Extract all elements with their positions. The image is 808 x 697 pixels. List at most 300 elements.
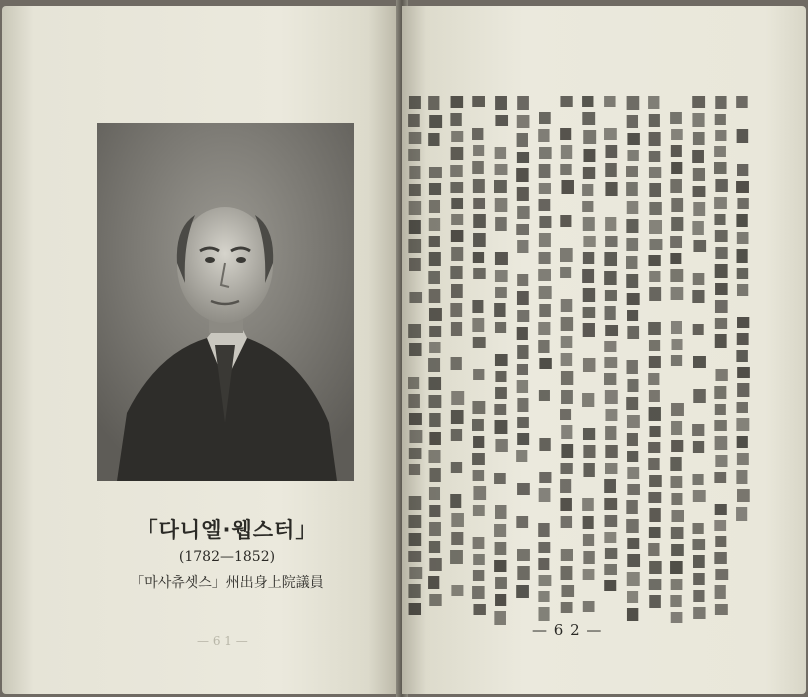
glyph-mark bbox=[561, 180, 573, 194]
glyph-mark bbox=[451, 96, 464, 108]
glyph-mark bbox=[428, 271, 440, 284]
glyph-mark bbox=[582, 201, 593, 212]
glyph-mark bbox=[561, 299, 573, 312]
glyph-mark bbox=[648, 543, 659, 556]
glyph-mark bbox=[538, 269, 551, 281]
glyph-mark bbox=[627, 572, 640, 586]
glyph-mark bbox=[737, 198, 748, 209]
glyph-mark bbox=[560, 409, 571, 420]
glyph-mark bbox=[517, 380, 528, 393]
glyph-mark bbox=[671, 162, 682, 174]
glyph-mark bbox=[693, 202, 705, 216]
glyph-mark bbox=[516, 168, 528, 182]
glyph-mark bbox=[473, 554, 485, 565]
glyph-mark bbox=[539, 472, 551, 483]
glyph-mark bbox=[561, 425, 572, 439]
glyph-mark bbox=[538, 591, 549, 602]
glyph-mark bbox=[428, 576, 439, 589]
glyph-mark bbox=[583, 534, 594, 546]
glyph-mark bbox=[605, 236, 617, 247]
glyph-mark bbox=[472, 161, 484, 174]
glyph-mark bbox=[451, 322, 462, 336]
glyph-mark bbox=[429, 594, 441, 606]
glyph-mark bbox=[715, 179, 727, 192]
glyph-mark bbox=[692, 424, 704, 436]
glyph-mark bbox=[429, 541, 440, 553]
glyph-mark bbox=[429, 522, 441, 536]
portrait-photo bbox=[97, 123, 354, 481]
glyph-mark bbox=[670, 236, 682, 248]
glyph-mark bbox=[671, 612, 683, 623]
glyph-mark bbox=[561, 390, 573, 404]
text-column bbox=[428, 96, 442, 606]
glyph-mark bbox=[561, 371, 573, 385]
glyph-mark bbox=[627, 310, 638, 321]
text-column bbox=[494, 96, 508, 625]
glyph-mark bbox=[495, 439, 507, 452]
glyph-mark bbox=[429, 200, 440, 213]
glyph-mark bbox=[693, 490, 706, 502]
glyph-mark bbox=[649, 114, 660, 127]
glyph-mark bbox=[649, 527, 661, 538]
glyph-mark bbox=[408, 324, 421, 338]
glyph-mark bbox=[693, 555, 705, 568]
glyph-mark bbox=[451, 532, 463, 545]
glyph-mark bbox=[472, 419, 484, 431]
glyph-mark bbox=[538, 607, 549, 621]
glyph-mark bbox=[736, 350, 747, 362]
glyph-mark bbox=[648, 96, 659, 109]
glyph-mark bbox=[605, 325, 618, 336]
text-column bbox=[714, 96, 728, 615]
glyph-mark bbox=[671, 355, 682, 366]
glyph-mark bbox=[451, 429, 462, 441]
glyph-mark bbox=[561, 549, 573, 561]
glyph-mark bbox=[715, 504, 727, 515]
glyph-mark bbox=[517, 96, 529, 110]
glyph-mark bbox=[451, 513, 464, 527]
glyph-mark bbox=[737, 268, 748, 279]
glyph-mark bbox=[627, 433, 638, 446]
glyph-mark bbox=[583, 236, 595, 247]
glyph-mark bbox=[517, 240, 528, 253]
glyph-mark bbox=[648, 442, 660, 453]
glyph-mark bbox=[473, 268, 485, 279]
glyph-mark bbox=[583, 252, 594, 264]
glyph-mark bbox=[649, 508, 660, 522]
glyph-mark bbox=[495, 217, 507, 231]
glyph-mark bbox=[517, 152, 529, 163]
glyph-mark bbox=[671, 287, 684, 300]
glyph-mark bbox=[451, 230, 464, 242]
glyph-mark bbox=[539, 304, 551, 317]
glyph-mark bbox=[517, 364, 528, 375]
glyph-mark bbox=[626, 238, 638, 251]
glyph-mark bbox=[583, 569, 595, 580]
glyph-mark bbox=[649, 239, 662, 250]
glyph-mark bbox=[450, 266, 462, 279]
text-column bbox=[472, 96, 486, 615]
glyph-mark bbox=[429, 183, 441, 195]
glyph-mark bbox=[649, 183, 661, 197]
glyph-mark bbox=[583, 149, 595, 162]
glyph-mark bbox=[670, 457, 681, 471]
glyph-mark bbox=[409, 201, 421, 215]
glyph-mark bbox=[409, 533, 422, 546]
glyph-mark bbox=[539, 575, 552, 586]
glyph-mark bbox=[539, 164, 551, 178]
glyph-mark bbox=[538, 340, 549, 353]
glyph-mark bbox=[495, 198, 508, 212]
glyph-mark bbox=[495, 287, 507, 298]
glyph-mark bbox=[693, 607, 705, 619]
glyph-mark bbox=[429, 487, 440, 500]
glyph-mark bbox=[538, 523, 549, 537]
glyph-mark bbox=[517, 291, 529, 305]
glyph-mark bbox=[693, 324, 704, 335]
glyph-mark bbox=[627, 326, 639, 339]
right-page bbox=[402, 6, 806, 694]
glyph-mark bbox=[693, 186, 706, 197]
glyph-mark bbox=[737, 284, 748, 296]
glyph-mark bbox=[671, 421, 682, 435]
glyph-mark bbox=[583, 428, 595, 440]
glyph-mark bbox=[517, 483, 530, 495]
glyph-mark bbox=[495, 252, 508, 265]
glyph-mark bbox=[715, 334, 727, 348]
glyph-mark bbox=[495, 505, 506, 519]
glyph-mark bbox=[538, 322, 550, 335]
glyph-mark bbox=[429, 252, 441, 266]
glyph-mark bbox=[626, 500, 637, 514]
glyph-mark bbox=[714, 162, 727, 174]
glyph-mark bbox=[605, 409, 617, 421]
glyph-mark bbox=[736, 181, 749, 193]
glyph-mark bbox=[583, 307, 596, 318]
glyph-mark bbox=[670, 269, 683, 282]
glyph-mark bbox=[582, 112, 595, 125]
vertical-text-columns bbox=[402, 6, 806, 694]
glyph-mark bbox=[583, 167, 595, 179]
glyph-mark bbox=[649, 579, 662, 590]
glyph-mark bbox=[429, 558, 441, 571]
glyph-mark bbox=[626, 219, 638, 233]
glyph-mark bbox=[714, 472, 726, 483]
glyph-mark bbox=[495, 354, 508, 366]
glyph-mark bbox=[627, 201, 639, 214]
glyph-mark bbox=[583, 217, 595, 231]
glyph-mark bbox=[736, 418, 749, 431]
glyph-mark bbox=[409, 132, 422, 144]
glyph-mark bbox=[450, 494, 461, 508]
glyph-mark bbox=[737, 383, 749, 397]
glyph-mark bbox=[429, 218, 440, 231]
glyph-mark bbox=[561, 585, 574, 597]
glyph-mark bbox=[583, 130, 596, 144]
glyph-mark bbox=[604, 564, 617, 575]
glyph-mark bbox=[670, 561, 683, 574]
glyph-mark bbox=[714, 214, 725, 225]
text-column bbox=[670, 112, 684, 623]
glyph-mark bbox=[538, 542, 550, 553]
glyph-mark bbox=[472, 453, 485, 465]
glyph-mark bbox=[560, 498, 572, 511]
glyph-mark bbox=[714, 386, 726, 399]
glyph-mark bbox=[649, 426, 660, 437]
glyph-mark bbox=[715, 318, 727, 329]
glyph-mark bbox=[408, 515, 421, 528]
glyph-mark bbox=[693, 240, 706, 252]
text-column bbox=[692, 96, 706, 619]
glyph-mark bbox=[671, 403, 684, 416]
glyph-mark bbox=[583, 288, 595, 302]
glyph-mark bbox=[692, 150, 704, 163]
glyph-mark bbox=[517, 549, 530, 561]
glyph-mark bbox=[627, 96, 640, 110]
glyph-mark bbox=[451, 147, 464, 160]
glyph-mark bbox=[736, 470, 747, 484]
glyph-mark bbox=[627, 538, 639, 549]
glyph-mark bbox=[582, 184, 593, 196]
glyph-mark bbox=[473, 436, 484, 448]
glyph-mark bbox=[517, 345, 528, 359]
glyph-mark bbox=[560, 96, 572, 107]
glyph-mark bbox=[472, 96, 485, 107]
glyph-mark bbox=[516, 516, 528, 528]
glyph-mark bbox=[429, 432, 441, 445]
glyph-mark bbox=[649, 271, 660, 282]
glyph-mark bbox=[737, 453, 749, 465]
glyph-mark bbox=[517, 327, 528, 340]
glyph-mark bbox=[693, 273, 705, 285]
glyph-mark bbox=[495, 270, 508, 282]
glyph-mark bbox=[715, 369, 727, 381]
glyph-mark bbox=[495, 420, 508, 434]
glyph-mark bbox=[693, 356, 706, 368]
glyph-mark bbox=[627, 484, 640, 495]
glyph-mark bbox=[451, 585, 463, 596]
glyph-mark bbox=[409, 343, 421, 356]
glyph-mark bbox=[714, 520, 726, 531]
glyph-mark bbox=[648, 322, 661, 335]
left-page bbox=[2, 6, 400, 694]
glyph-mark bbox=[561, 602, 573, 613]
glyph-mark bbox=[517, 398, 528, 412]
glyph-mark bbox=[495, 387, 507, 399]
glyph-mark bbox=[517, 417, 529, 428]
glyph-mark bbox=[605, 515, 618, 527]
glyph-mark bbox=[648, 458, 659, 470]
glyph-mark bbox=[604, 580, 616, 591]
glyph-mark bbox=[473, 214, 486, 228]
left-page-number: — 6 1 — bbox=[197, 634, 248, 648]
glyph-mark bbox=[409, 464, 420, 475]
glyph-mark bbox=[561, 145, 572, 159]
glyph-mark bbox=[409, 184, 421, 196]
glyph-mark bbox=[428, 377, 441, 390]
glyph-mark bbox=[693, 441, 704, 453]
glyph-mark bbox=[715, 230, 728, 242]
glyph-mark bbox=[627, 608, 638, 621]
glyph-mark bbox=[715, 455, 727, 467]
glyph-mark bbox=[539, 252, 551, 264]
glyph-mark bbox=[649, 407, 661, 421]
glyph-mark bbox=[737, 333, 749, 345]
glyph-mark bbox=[409, 220, 421, 234]
glyph-mark bbox=[626, 519, 639, 533]
glyph-mark bbox=[539, 488, 551, 502]
glyph-mark bbox=[671, 321, 682, 334]
glyph-mark bbox=[670, 595, 681, 607]
glyph-mark bbox=[583, 445, 595, 458]
glyph-mark bbox=[626, 256, 637, 269]
glyph-mark bbox=[429, 505, 440, 517]
glyph-mark bbox=[408, 114, 420, 127]
glyph-mark bbox=[714, 420, 726, 431]
glyph-mark bbox=[429, 468, 440, 482]
glyph-mark bbox=[517, 187, 529, 201]
glyph-mark bbox=[409, 603, 421, 615]
glyph-mark bbox=[560, 463, 572, 474]
glyph-mark bbox=[539, 358, 551, 369]
glyph-mark bbox=[408, 551, 421, 562]
glyph-mark bbox=[627, 293, 640, 305]
right-page-number: — 6 2 — bbox=[532, 621, 603, 639]
glyph-mark bbox=[561, 516, 572, 528]
glyph-mark bbox=[561, 566, 573, 580]
glyph-mark bbox=[451, 198, 463, 209]
glyph-mark bbox=[627, 115, 638, 128]
glyph-mark bbox=[692, 113, 704, 127]
glyph-mark bbox=[429, 413, 440, 427]
glyph-mark bbox=[715, 264, 728, 278]
glyph-mark bbox=[605, 306, 616, 320]
glyph-mark bbox=[605, 426, 616, 440]
glyph-mark bbox=[451, 247, 463, 261]
glyph-mark bbox=[561, 317, 573, 331]
glyph-mark bbox=[494, 524, 506, 537]
glyph-mark bbox=[605, 290, 617, 301]
glyph-mark bbox=[450, 113, 461, 126]
glyph-mark bbox=[409, 258, 421, 271]
glyph-mark bbox=[648, 255, 660, 266]
glyph-mark bbox=[582, 393, 594, 407]
glyph-mark bbox=[428, 96, 439, 110]
glyph-mark bbox=[429, 289, 441, 303]
glyph-mark bbox=[450, 165, 463, 177]
glyph-mark bbox=[737, 367, 750, 378]
glyph-mark bbox=[409, 448, 422, 459]
glyph-mark bbox=[693, 573, 705, 585]
glyph-mark bbox=[627, 133, 639, 145]
glyph-mark bbox=[671, 145, 682, 157]
glyph-mark bbox=[451, 410, 464, 424]
glyph-mark bbox=[626, 274, 638, 288]
glyph-mark bbox=[495, 115, 508, 126]
glyph-mark bbox=[560, 215, 571, 227]
glyph-mark bbox=[649, 595, 661, 608]
glyph-mark bbox=[671, 476, 683, 488]
glyph-mark bbox=[450, 182, 463, 193]
glyph-mark bbox=[450, 550, 463, 564]
glyph-mark bbox=[494, 404, 506, 415]
glyph-mark bbox=[517, 433, 529, 445]
text-column bbox=[408, 96, 422, 615]
glyph-mark bbox=[715, 130, 726, 141]
glyph-mark bbox=[737, 249, 748, 263]
glyph-mark bbox=[472, 300, 483, 313]
glyph-mark bbox=[517, 274, 528, 286]
glyph-mark bbox=[604, 341, 616, 352]
glyph-mark bbox=[451, 391, 464, 405]
glyph-mark bbox=[649, 390, 660, 402]
glyph-mark bbox=[560, 479, 571, 493]
glyph-mark bbox=[627, 467, 639, 479]
glyph-mark bbox=[671, 493, 682, 505]
glyph-mark bbox=[626, 166, 638, 177]
text-column bbox=[516, 96, 530, 598]
glyph-mark bbox=[737, 164, 748, 176]
glyph-mark bbox=[604, 357, 617, 368]
glyph-mark bbox=[649, 132, 661, 146]
glyph-mark bbox=[627, 554, 640, 567]
glyph-mark bbox=[605, 217, 616, 231]
glyph-mark bbox=[473, 252, 484, 263]
glyph-mark bbox=[649, 561, 661, 574]
glyph-mark bbox=[715, 300, 728, 313]
glyph-mark bbox=[473, 145, 484, 156]
glyph-mark bbox=[429, 236, 440, 247]
glyph-mark bbox=[539, 390, 550, 401]
glyph-mark bbox=[583, 463, 594, 477]
glyph-mark bbox=[409, 430, 422, 443]
glyph-mark bbox=[627, 451, 638, 462]
glyph-mark bbox=[714, 552, 726, 564]
glyph-mark bbox=[604, 96, 615, 107]
glyph-mark bbox=[671, 579, 683, 590]
glyph-mark bbox=[649, 151, 660, 162]
glyph-mark bbox=[495, 371, 506, 382]
glyph-mark bbox=[583, 551, 594, 564]
glyph-mark bbox=[627, 360, 638, 374]
glyph-mark bbox=[428, 395, 441, 408]
glyph-mark bbox=[605, 390, 618, 404]
glyph-mark bbox=[736, 214, 747, 227]
glyph-mark bbox=[693, 132, 705, 145]
glyph-mark bbox=[649, 356, 661, 368]
glyph-mark bbox=[495, 542, 507, 555]
glyph-mark bbox=[692, 539, 705, 550]
glyph-mark bbox=[473, 337, 486, 348]
glyph-mark bbox=[737, 402, 748, 413]
text-column bbox=[604, 96, 618, 591]
glyph-mark bbox=[605, 548, 617, 559]
glyph-mark bbox=[473, 470, 485, 481]
portrait-caption-title: 「마사츄셋스」州出身上院議員 bbox=[130, 575, 324, 591]
glyph-mark bbox=[737, 436, 748, 448]
glyph-mark bbox=[693, 389, 706, 403]
glyph-mark bbox=[409, 496, 422, 510]
glyph-mark bbox=[715, 536, 726, 547]
glyph-mark bbox=[516, 224, 529, 235]
glyph-mark bbox=[649, 202, 661, 215]
glyph-mark bbox=[494, 180, 507, 193]
glyph-mark bbox=[539, 233, 551, 247]
glyph-mark bbox=[583, 323, 595, 337]
glyph-mark bbox=[451, 462, 462, 473]
glyph-mark bbox=[671, 510, 684, 522]
glyph-mark bbox=[495, 147, 506, 159]
